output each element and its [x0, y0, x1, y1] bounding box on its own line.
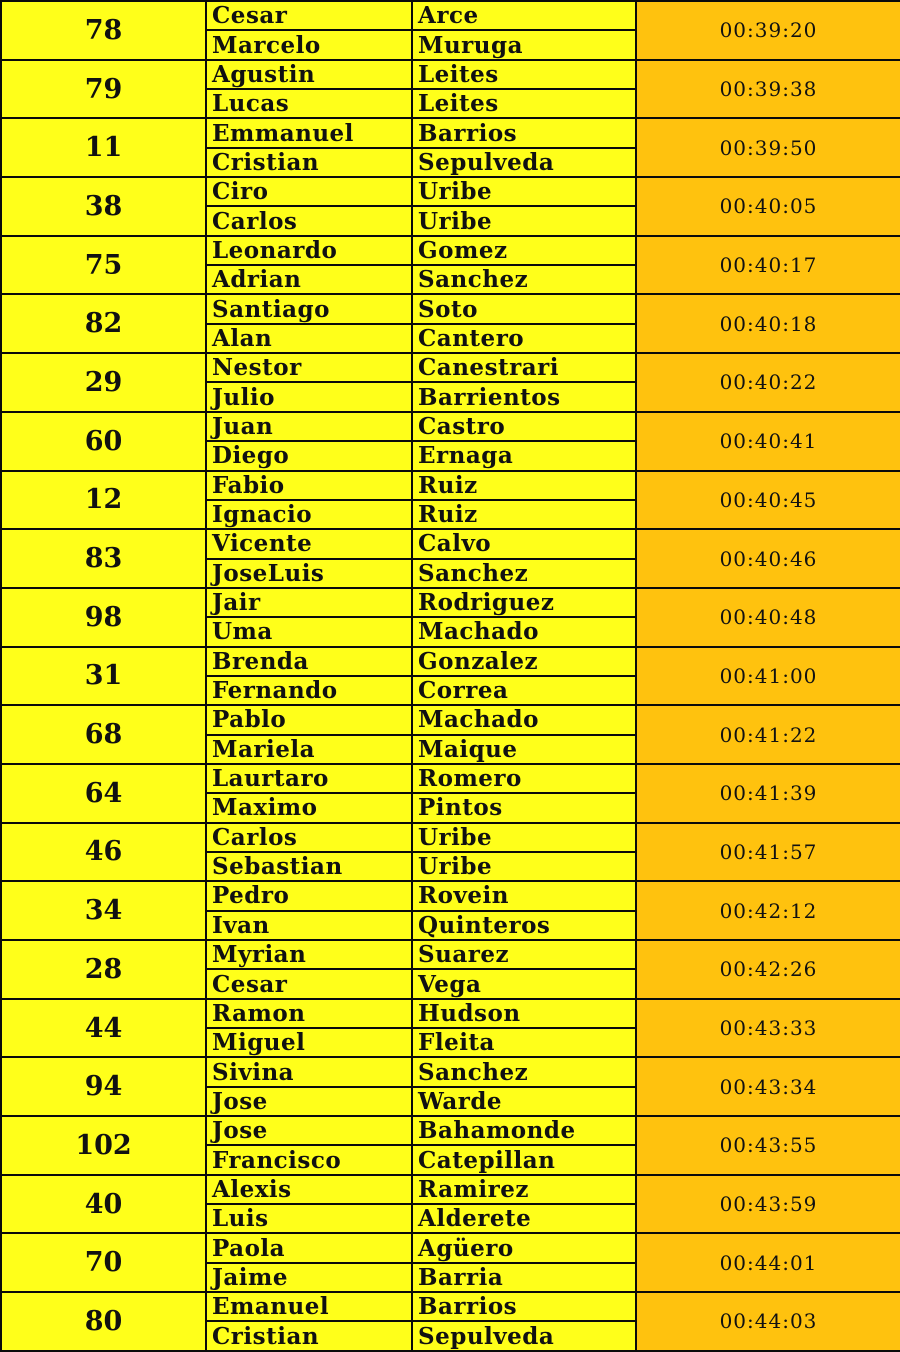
member-last-name: Maique	[412, 735, 636, 764]
member-first-name: Jose	[206, 1116, 412, 1145]
team-time: 00:40:17	[636, 236, 900, 295]
member-first-name: Ivan	[206, 911, 412, 940]
team-time: 00:40:46	[636, 529, 900, 588]
member-last-name: Muruga	[412, 30, 636, 59]
team-time: 00:41:22	[636, 705, 900, 764]
member-first-name: Ciro	[206, 177, 412, 206]
member-last-name: Arce	[412, 1, 636, 30]
member-first-name: Cesar	[206, 1, 412, 30]
member-first-name: Jair	[206, 588, 412, 617]
team-row-primary	[1, 1233, 900, 1262]
team-time: 00:39:20	[636, 1, 900, 60]
member-first-name: Lucas	[206, 89, 412, 118]
team-row-primary	[1, 999, 900, 1028]
member-first-name: Uma	[206, 617, 412, 646]
team-time: 00:41:39	[636, 764, 900, 823]
team-row-primary	[1, 647, 900, 676]
team-number: 70	[1, 1233, 206, 1292]
team-time: 00:40:05	[636, 177, 900, 236]
results-body	[1, 1, 900, 1351]
member-last-name: Sepulveda	[412, 148, 636, 177]
member-first-name: Laurtaro	[206, 764, 412, 793]
member-last-name: Machado	[412, 617, 636, 646]
member-first-name: Paola	[206, 1233, 412, 1262]
team-number: 44	[1, 999, 206, 1058]
member-last-name: Bahamonde	[412, 1116, 636, 1145]
team-number: 40	[1, 1175, 206, 1234]
member-last-name: Leites	[412, 60, 636, 89]
member-last-name: Castro	[412, 412, 636, 441]
team-number: 78	[1, 1, 206, 60]
team-number: 38	[1, 177, 206, 236]
team-row-primary	[1, 236, 900, 265]
member-first-name: Alan	[206, 324, 412, 353]
member-last-name: Uribe	[412, 206, 636, 235]
member-last-name: Vega	[412, 969, 636, 998]
member-last-name: Romero	[412, 764, 636, 793]
team-time: 00:43:59	[636, 1175, 900, 1234]
member-first-name: Cristian	[206, 1321, 412, 1350]
member-first-name: Fernando	[206, 676, 412, 705]
member-first-name: Jose	[206, 1087, 412, 1116]
team-number: 34	[1, 881, 206, 940]
member-first-name: Vicente	[206, 529, 412, 558]
member-last-name: Sepulveda	[412, 1321, 636, 1350]
team-time: 00:40:41	[636, 412, 900, 471]
member-first-name: Nestor	[206, 353, 412, 382]
member-first-name: JoseLuis	[206, 559, 412, 588]
team-row-primary	[1, 471, 900, 500]
team-row-primary	[1, 412, 900, 441]
member-last-name: Soto	[412, 294, 636, 323]
member-first-name: Leonardo	[206, 236, 412, 265]
team-row-primary	[1, 705, 900, 734]
team-time: 00:42:26	[636, 940, 900, 999]
team-row-primary	[1, 294, 900, 323]
member-first-name: Ignacio	[206, 500, 412, 529]
team-number: 82	[1, 294, 206, 353]
member-last-name: Suarez	[412, 940, 636, 969]
team-row-primary	[1, 60, 900, 89]
team-time: 00:44:03	[636, 1292, 900, 1351]
team-row-primary	[1, 588, 900, 617]
team-time: 00:40:18	[636, 294, 900, 353]
member-last-name: Rovein	[412, 881, 636, 910]
member-last-name: Rodriguez	[412, 588, 636, 617]
member-first-name: Luis	[206, 1204, 412, 1233]
member-last-name: Uribe	[412, 177, 636, 206]
member-last-name: Ernaga	[412, 441, 636, 470]
team-time: 00:40:45	[636, 471, 900, 530]
team-row-primary	[1, 1175, 900, 1204]
member-first-name: Francisco	[206, 1145, 412, 1174]
member-first-name: Diego	[206, 441, 412, 470]
member-first-name: Carlos	[206, 206, 412, 235]
member-first-name: Alexis	[206, 1175, 412, 1204]
team-number: 46	[1, 823, 206, 882]
member-first-name: Cristian	[206, 148, 412, 177]
team-row-primary	[1, 1057, 900, 1086]
team-number: 11	[1, 118, 206, 177]
team-number: 102	[1, 1116, 206, 1175]
member-first-name: Maximo	[206, 793, 412, 822]
team-time: 00:43:55	[636, 1116, 900, 1175]
team-number: 80	[1, 1292, 206, 1351]
member-last-name: Pintos	[412, 793, 636, 822]
team-number: 31	[1, 647, 206, 706]
member-first-name: Mariela	[206, 735, 412, 764]
team-number: 29	[1, 353, 206, 412]
member-last-name: Correa	[412, 676, 636, 705]
team-number: 12	[1, 471, 206, 530]
team-number: 83	[1, 529, 206, 588]
member-first-name: Sivina	[206, 1057, 412, 1086]
team-time: 00:43:34	[636, 1057, 900, 1116]
member-first-name: Santiago	[206, 294, 412, 323]
member-last-name: Ramirez	[412, 1175, 636, 1204]
member-last-name: Barrios	[412, 118, 636, 147]
member-last-name: Sanchez	[412, 1057, 636, 1086]
member-first-name: Fabio	[206, 471, 412, 500]
member-last-name: Leites	[412, 89, 636, 118]
member-last-name: Fleita	[412, 1028, 636, 1057]
team-number: 75	[1, 236, 206, 295]
team-time: 00:42:12	[636, 881, 900, 940]
team-number: 68	[1, 705, 206, 764]
team-row-primary	[1, 1, 900, 30]
team-number: 60	[1, 412, 206, 471]
member-last-name: Alderete	[412, 1204, 636, 1233]
member-first-name: Pablo	[206, 705, 412, 734]
member-last-name: Uribe	[412, 823, 636, 852]
member-first-name: Julio	[206, 382, 412, 411]
member-first-name: Agustin	[206, 60, 412, 89]
member-first-name: Emanuel	[206, 1292, 412, 1321]
member-first-name: Emmanuel	[206, 118, 412, 147]
member-first-name: Miguel	[206, 1028, 412, 1057]
member-last-name: Calvo	[412, 529, 636, 558]
member-last-name: Barrios	[412, 1292, 636, 1321]
member-first-name: Juan	[206, 412, 412, 441]
member-last-name: Gonzalez	[412, 647, 636, 676]
team-number: 28	[1, 940, 206, 999]
team-row-primary	[1, 118, 900, 147]
member-first-name: Ramon	[206, 999, 412, 1028]
member-last-name: Uribe	[412, 852, 636, 881]
team-row-primary	[1, 353, 900, 382]
member-first-name: Jaime	[206, 1263, 412, 1292]
team-row-primary	[1, 823, 900, 852]
team-time: 00:41:57	[636, 823, 900, 882]
member-last-name: Sanchez	[412, 559, 636, 588]
member-last-name: Barrientos	[412, 382, 636, 411]
team-time: 00:39:50	[636, 118, 900, 177]
member-last-name: Quinteros	[412, 911, 636, 940]
member-last-name: Gomez	[412, 236, 636, 265]
team-row-primary	[1, 764, 900, 793]
member-last-name: Machado	[412, 705, 636, 734]
team-number: 64	[1, 764, 206, 823]
member-last-name: Ruiz	[412, 471, 636, 500]
member-first-name: Sebastian	[206, 852, 412, 881]
member-last-name: Cantero	[412, 324, 636, 353]
member-first-name: Pedro	[206, 881, 412, 910]
team-row-primary	[1, 940, 900, 969]
member-last-name: Warde	[412, 1087, 636, 1116]
team-row-primary	[1, 529, 900, 558]
member-first-name: Cesar	[206, 969, 412, 998]
team-row-primary	[1, 881, 900, 910]
team-number: 98	[1, 588, 206, 647]
member-last-name: Ruiz	[412, 500, 636, 529]
member-last-name: Hudson	[412, 999, 636, 1028]
team-time: 00:40:22	[636, 353, 900, 412]
member-first-name: Brenda	[206, 647, 412, 676]
member-last-name: Barria	[412, 1263, 636, 1292]
team-number: 94	[1, 1057, 206, 1116]
member-last-name: Catepillan	[412, 1145, 636, 1174]
member-first-name: Carlos	[206, 823, 412, 852]
team-time: 00:40:48	[636, 588, 900, 647]
member-first-name: Marcelo	[206, 30, 412, 59]
member-last-name: Canestrari	[412, 353, 636, 382]
team-time: 00:44:01	[636, 1233, 900, 1292]
team-time: 00:43:33	[636, 999, 900, 1058]
member-last-name: Sanchez	[412, 265, 636, 294]
member-last-name: Agüero	[412, 1233, 636, 1262]
team-row-primary	[1, 177, 900, 206]
team-number: 79	[1, 60, 206, 119]
member-first-name: Adrian	[206, 265, 412, 294]
team-row-primary	[1, 1292, 900, 1321]
team-time: 00:41:00	[636, 647, 900, 706]
member-first-name: Myrian	[206, 940, 412, 969]
team-time: 00:39:38	[636, 60, 900, 119]
team-row-primary	[1, 1116, 900, 1145]
